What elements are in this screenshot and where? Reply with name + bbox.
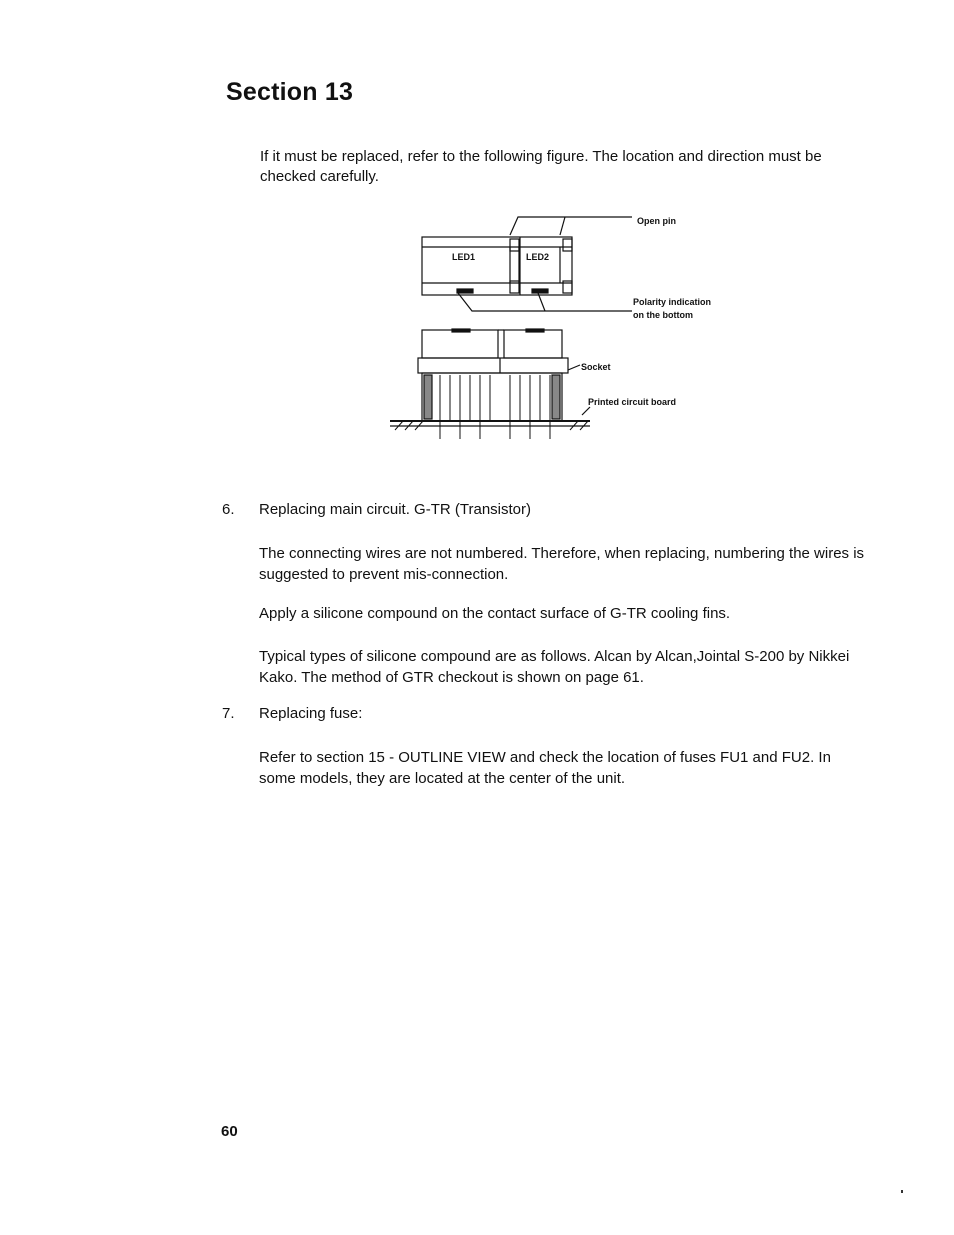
item-6-paragraph-3: Typical types of silicone compound are as follows. Alcan by Alcan,Jointal S-200 by Nikkei Kako. The method of GTR checkout is shown on page 61. [259,648,850,686]
item-number: 7. [222,705,235,722]
item-number: 6. [222,501,235,518]
led-side-view [390,329,590,439]
polarity-leader [458,293,632,311]
led1-label: LED1 [452,252,476,262]
item-title: Replacing fuse: [259,705,363,722]
scan-speck [901,1190,903,1193]
open-pin-label: Open pin [637,216,676,226]
intro-paragraph: If it must be replaced, refer to the following figure. The location and direction must be checked carefully. [260,148,822,185]
section-title: Section 13 [226,78,354,106]
pcb-leader [582,407,590,415]
item-title: Replacing main circuit. G-TR (Transistor) [259,501,531,518]
polarity-label-line2: on the bottom [633,310,693,320]
led-socket-figure [360,205,760,450]
item-6-paragraph-1: The connecting wires are not numbered. Therefore, when replacing, numbering the wires is suggested to prevent mis-connection. [259,545,865,583]
socket-body [418,358,568,373]
item-6-paragraph-2: Apply a silicone compound on the contact surface of G-TR cooling fins. [259,605,731,622]
polarity-leader-2 [538,293,545,311]
socket-leader [568,365,580,370]
open-pin-leader [510,217,632,235]
hatched-side [424,375,432,419]
hatched-side [552,375,560,419]
led-top-view [422,237,572,295]
item-7-paragraph-1: Refer to section 15 - OUTLINE VIEW and check the location of fuses FU1 and FU2. In some models, they are located at the center of the unit. [259,749,831,787]
pcb-label: Printed circuit board [588,397,677,407]
open-pin-leader-2 [560,217,565,235]
socket-label: Socket [581,362,611,372]
pin-marker [510,239,519,251]
led-diagram [360,205,760,450]
polarity-label-line1: Polarity indication [633,297,712,307]
pin-marker [563,239,572,251]
page-number: 60 [221,1123,238,1140]
led2-label: LED2 [526,252,550,262]
